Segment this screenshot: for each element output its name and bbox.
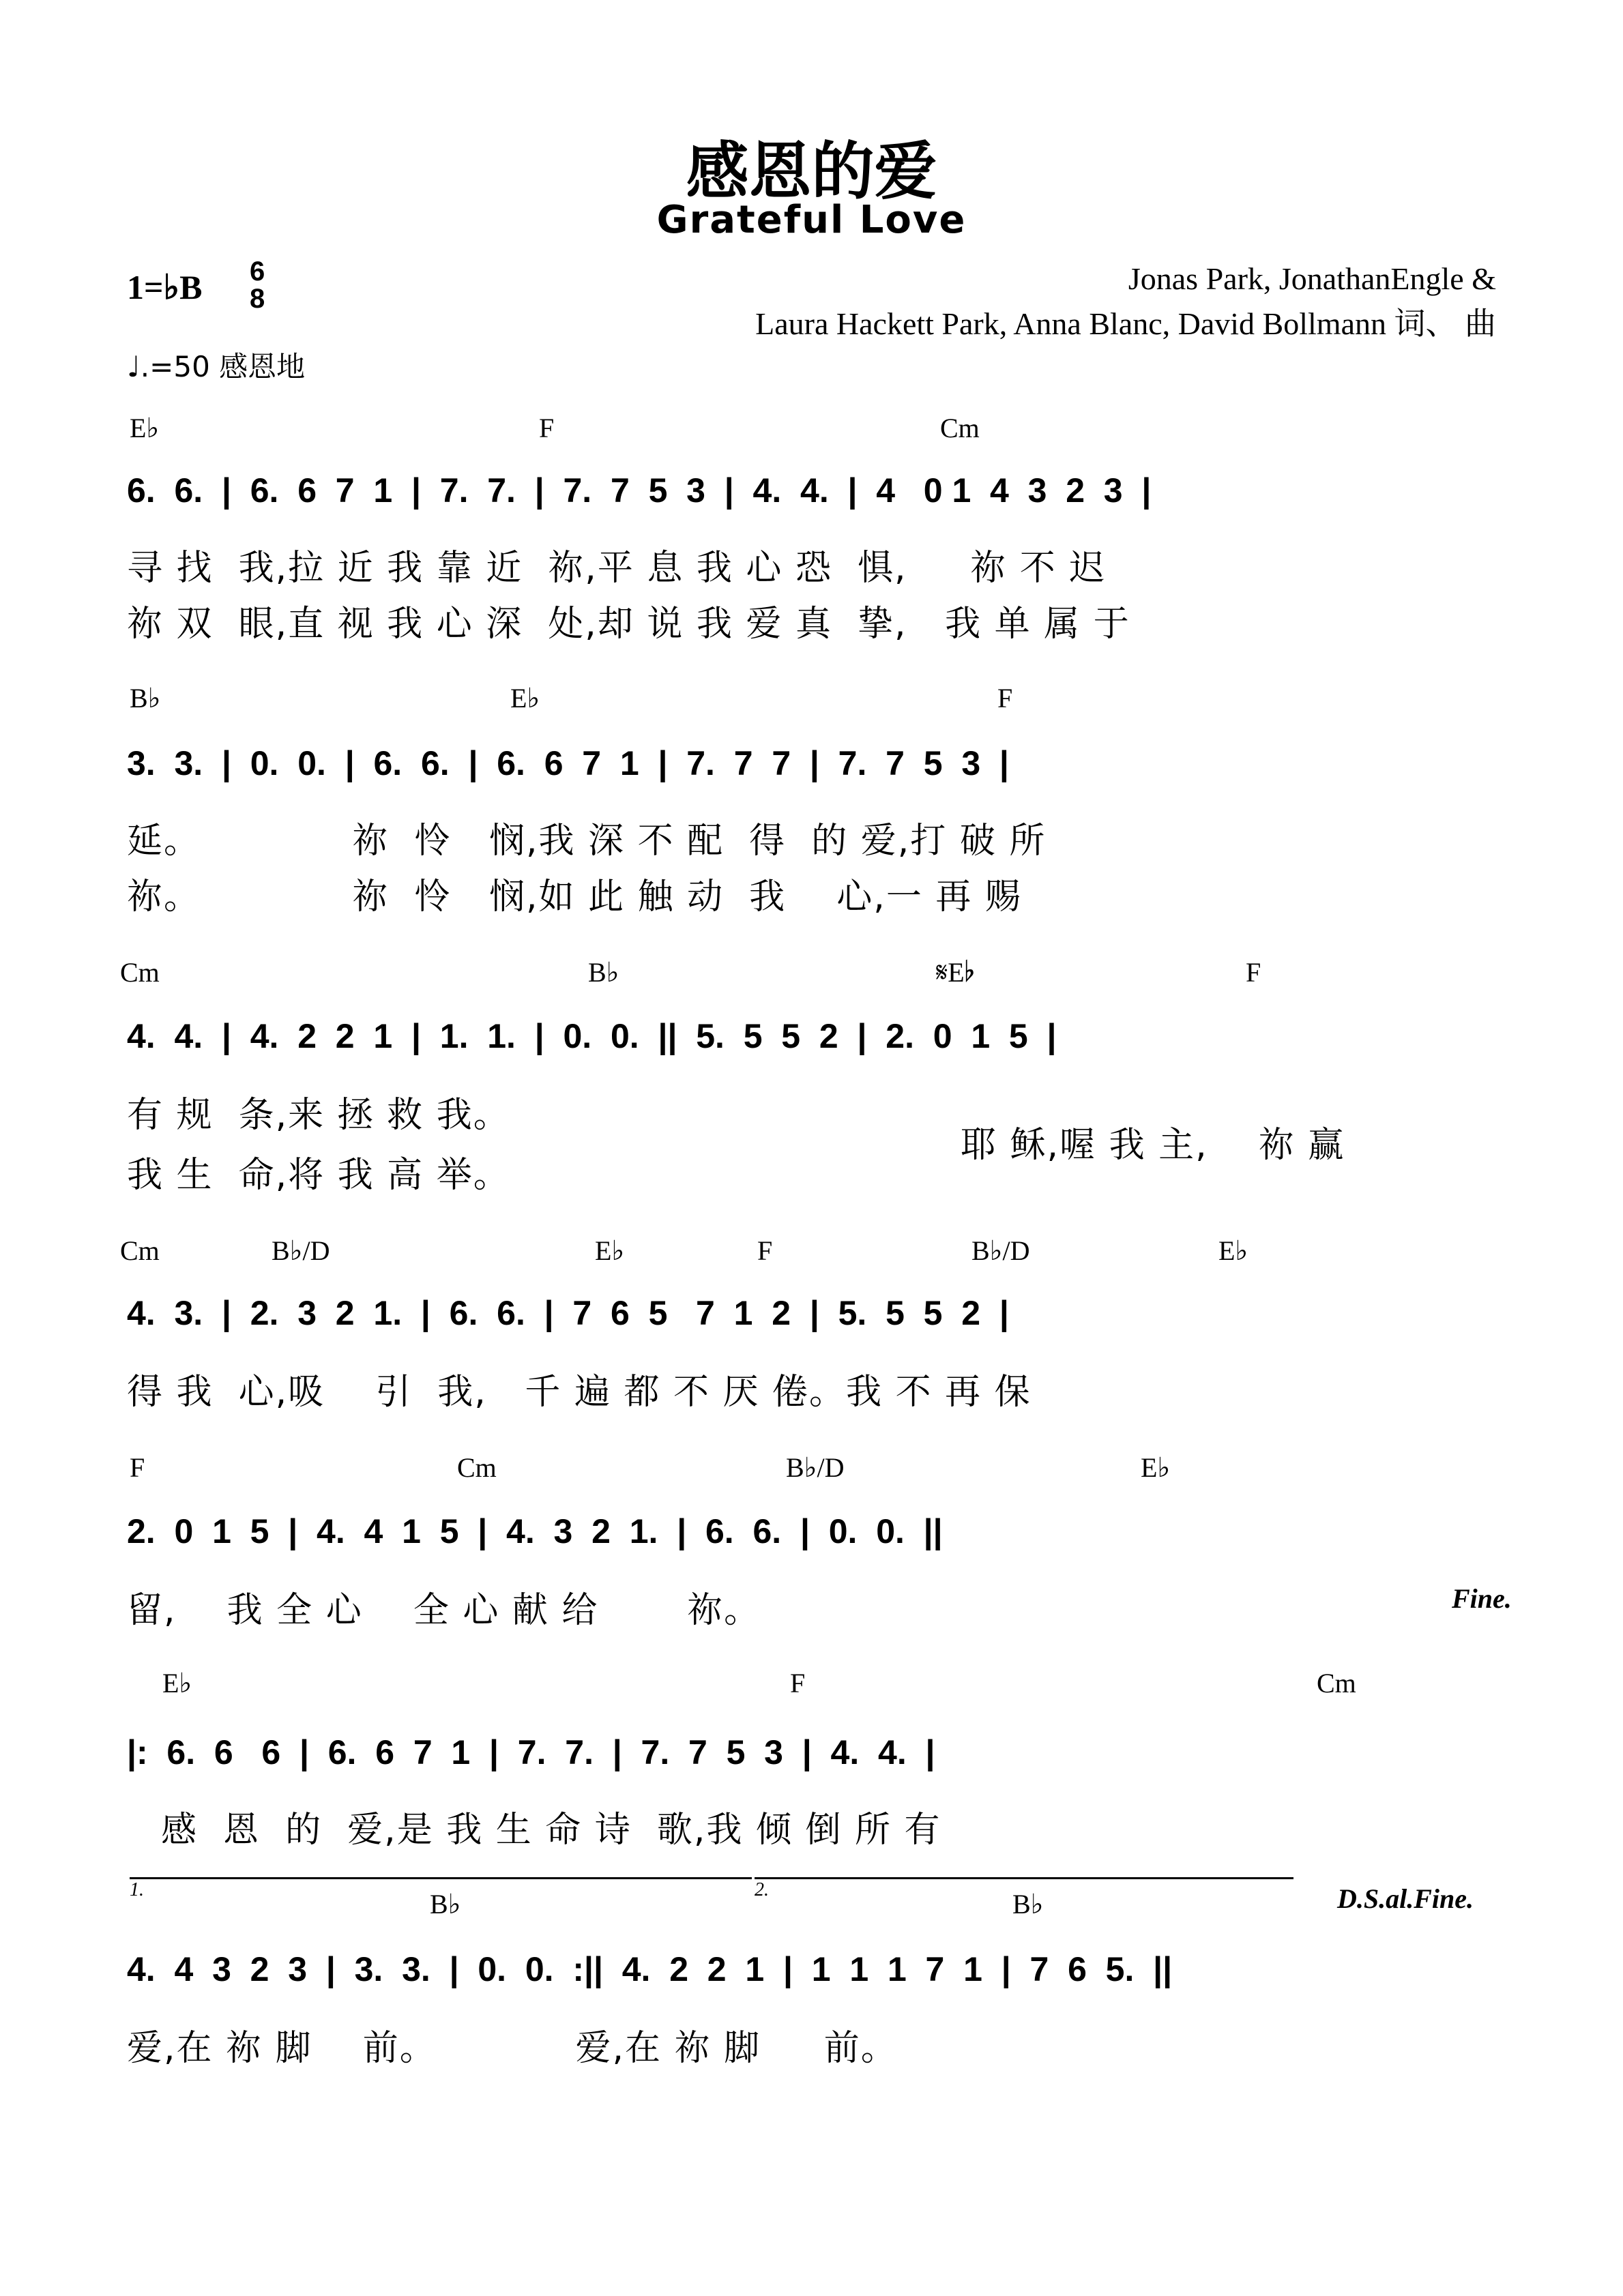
- song-subtitle: Grateful Love: [656, 198, 967, 242]
- chord: E♭: [1218, 1235, 1248, 1266]
- notation-row: 4. 3. | 2. 3 2 1. | 6. 6. | 7 6 5 7 1 2 | 5. 5 5 2 |: [127, 1294, 1009, 1332]
- chord: E♭: [1141, 1452, 1171, 1483]
- chord: E♭: [162, 1668, 192, 1698]
- fine-marking: Fine.: [1452, 1583, 1512, 1614]
- credits: [755, 256, 1496, 347]
- lyric-ending: 爱,在 祢 脚 前。 爱,在 祢 脚 前。: [127, 2028, 898, 2069]
- lyric-verse-2: 祢 双 眼,直 视 我 心 深 处,却 说 我 爱 真 挚, 我 单 属 于: [127, 604, 1130, 645]
- chord: Cm: [457, 1452, 497, 1483]
- chord: B♭/D: [786, 1452, 845, 1483]
- notation-row: 6. 6. | 6. 6 7 1 | 7. 7. | 7. 7 5 3 | 4. 4. | 4 0 1 4 3 2 3 |: [127, 471, 1152, 510]
- chord: F: [130, 1452, 145, 1483]
- chord: Cm: [940, 413, 980, 443]
- time-signature: [250, 258, 265, 312]
- notation-row: |: 6. 6 6 | 6. 6 7 1 | 7. 7. | 7. 7 5 3 | 4. 4. |: [127, 1733, 935, 1771]
- chord: F: [997, 683, 1013, 713]
- chord: Cm: [120, 957, 160, 988]
- chord: B♭: [130, 683, 161, 713]
- chord: B♭/D: [971, 1235, 1030, 1266]
- chord: F: [790, 1668, 806, 1698]
- chord: E♭: [130, 413, 160, 443]
- credits-line-2: Laura Hackett Park, Anna Blanc, David Bollmann 词、 曲: [755, 306, 1496, 341]
- ds-al-fine-marking: D.S.al.Fine.: [1337, 1883, 1474, 1914]
- chord: Cm: [120, 1235, 160, 1266]
- time-sig-bottom: 8: [250, 284, 265, 314]
- notation-row: 4. 4. | 4. 2 2 1 | 1. 1. | 0. 0. || 5. 5 5 2 | 2. 0 1 5 |: [127, 1017, 1057, 1055]
- song-title: 感恩的爱: [686, 134, 937, 208]
- chord: F: [1246, 957, 1261, 988]
- lyric-verse-1: 寻 找 我,拉 近 我 靠 近 祢,平 息 我 心 恐 惧, 祢 不 迟: [127, 548, 1107, 589]
- time-sig-top: 6: [250, 256, 265, 286]
- lyric-verse-1: 有 规 条,来 拯 救 我。: [127, 1095, 510, 1136]
- notation-row: 4. 4 3 2 3 | 3. 3. | 0. 0. :|| 4. 2 2 1 | 1 1 1 7 1 | 7 6 5. ||: [127, 1950, 1173, 1988]
- lyric-chorus: 耶 稣,喔 我 主, 祢 赢: [961, 1125, 1345, 1166]
- lyric-chorus: 留, 我 全 心 全 心 献 给 祢。: [127, 1590, 761, 1631]
- volta-1: 1.: [130, 1877, 752, 1893]
- tempo-marking: ♩.=50 感恩地: [127, 350, 306, 383]
- chord: B♭: [588, 957, 619, 988]
- chord: Cm: [1317, 1668, 1356, 1698]
- volta-2: 2.: [755, 1877, 1293, 1893]
- lyric-verse-2: 祢。 祢 怜 悯,如 此 触 动 我 心,一 再 赐: [127, 877, 1022, 917]
- notation-row: 3. 3. | 0. 0. | 6. 6. | 6. 6 7 1 | 7. 7 7 | 7. 7 5 3 |: [127, 744, 1009, 782]
- chord-segno: 𝄋E♭: [936, 957, 975, 988]
- chord: F: [757, 1235, 773, 1266]
- chord: B♭/D: [272, 1235, 330, 1266]
- chord: F: [539, 413, 555, 443]
- lyric-refrain: 感 恩 的 爱,是 我 生 命 诗 歌,我 倾 倒 所 有: [161, 1810, 941, 1851]
- lyric-verse-2: 我 生 命,将 我 高 举。: [127, 1155, 510, 1196]
- notation-row: 2. 0 1 5 | 4. 4 1 5 | 4. 3 2 1. | 6. 6. | 0. 0. ||: [127, 1512, 943, 1550]
- chord: B♭: [1012, 1889, 1044, 1919]
- credits-line-1: Jonas Park, JonathanEngle &: [1128, 261, 1496, 296]
- chord: E♭: [510, 683, 540, 713]
- key-signature: 1=♭B: [127, 268, 203, 306]
- chord: E♭: [595, 1235, 625, 1266]
- lyric-chorus: 得 我 心,吸 引 我, 千 遍 都 不 厌 倦。我 不 再 保: [127, 1372, 1032, 1413]
- lyric-verse-1: 延。 祢 怜 悯,我 深 不 配 得 的 爱,打 破 所: [127, 821, 1047, 862]
- chord: B♭: [430, 1889, 461, 1919]
